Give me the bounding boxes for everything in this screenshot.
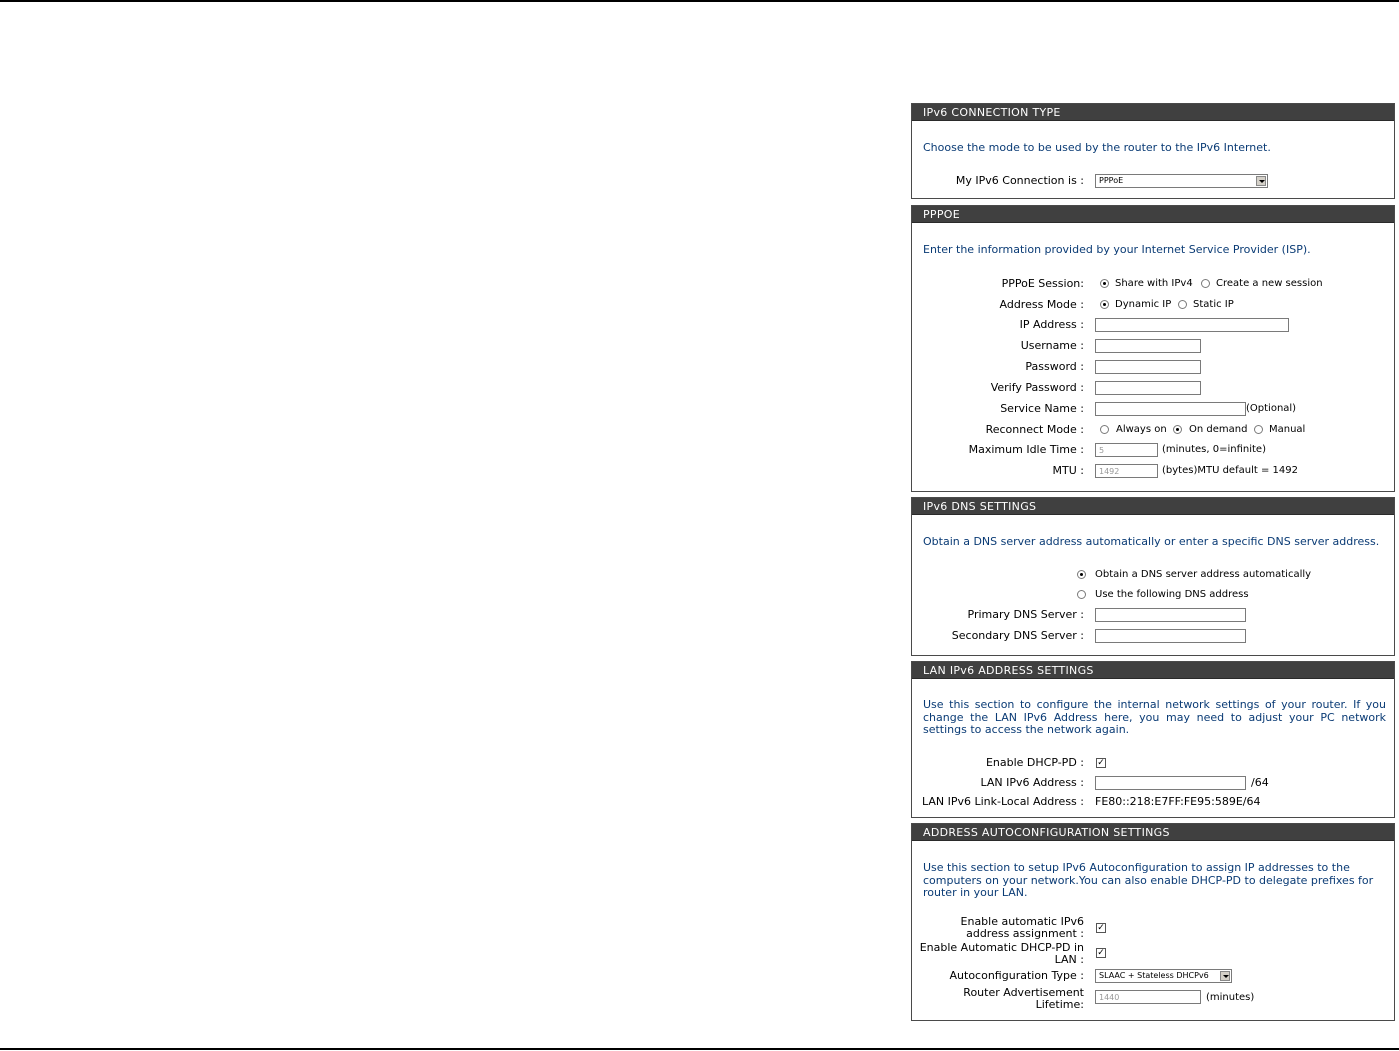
reconnect-manual-radio[interactable] xyxy=(1254,425,1263,434)
primary-dns-label: Primary DNS Server : xyxy=(967,608,1084,621)
panel-header: ADDRESS AUTOCONFIGURATION SETTINGS xyxy=(912,824,1394,841)
panel-description: Obtain a DNS server address automatically or enter a specific DNS server address. xyxy=(923,535,1380,548)
panel-autoconfig xyxy=(911,823,1395,1021)
username-label: Username : xyxy=(1020,339,1084,352)
ra-lifetime-label-line2: Lifetime: xyxy=(1035,998,1084,1011)
ip-address-label: IP Address : xyxy=(1019,318,1084,331)
lan-address-label: LAN IPv6 Address : xyxy=(980,776,1084,789)
address-dynamic-radio[interactable] xyxy=(1100,300,1109,309)
dhcp-pd-checkbox[interactable]: ✓ xyxy=(1097,758,1105,768)
reconnect-demand-radio[interactable] xyxy=(1173,425,1182,434)
top-rule xyxy=(0,0,1399,2)
chevron-down-icon[interactable] xyxy=(1256,176,1266,186)
max-idle-label: Maximum Idle Time : xyxy=(968,443,1084,456)
panel-lan xyxy=(911,661,1395,818)
panel-pppoe xyxy=(911,205,1395,492)
auto-dhcp-pd-label xyxy=(912,942,1084,966)
max-idle-hint: (minutes, 0=infinite) xyxy=(1162,444,1266,455)
session-new-radio[interactable] xyxy=(1201,279,1210,288)
service-name-label: Service Name : xyxy=(1000,402,1084,415)
panel-connection-type xyxy=(911,103,1395,199)
ip-address-input[interactable] xyxy=(1095,318,1289,332)
session-share-radio[interactable] xyxy=(1100,279,1109,288)
verify-password-input[interactable] xyxy=(1095,381,1201,395)
auto-assign-label xyxy=(912,916,1084,940)
ra-lifetime-label-line1: Router Advertisement xyxy=(963,986,1084,999)
dhcp-pd-label: Enable DHCP-PD : xyxy=(985,756,1084,769)
address-mode-label: Address Mode : xyxy=(999,298,1084,311)
pppoe-session-label: PPPoE Session: xyxy=(1001,277,1084,290)
session-share-label: Share with IPv4 xyxy=(1115,278,1193,289)
session-new-label: Create a new session xyxy=(1216,278,1323,289)
dns-auto-radio[interactable] xyxy=(1077,570,1086,579)
panel-header: IPv6 DNS SETTINGS xyxy=(912,498,1394,515)
bottom-rule xyxy=(0,1048,1399,1050)
panel-header: PPPOE xyxy=(912,206,1394,223)
panel-description: Use this section to setup IPv6 Autoconfiguration to assign IP addresses to the computers on your network.You can also enable DHCP-PD to delegate prefixes for router in your LAN. xyxy=(923,861,1374,899)
auto-assign-label-line2: address assignment : xyxy=(966,927,1084,940)
auto-dhcp-pd-label-line1: Enable Automatic DHCP-PD in xyxy=(919,941,1084,954)
autoconfig-type-value: SLAAC + Stateless DHCPv6 xyxy=(1099,971,1209,980)
panel-description: Choose the mode to be used by the router to the IPv6 Internet. xyxy=(923,141,1271,154)
panel-description: Use this section to configure the internal network settings of your router. If you change the LAN IPv6 Address here, you may need to adjust your PC network settings to access the network again. xyxy=(923,698,1386,736)
username-input[interactable] xyxy=(1095,339,1201,353)
panel-header: IPv6 CONNECTION TYPE xyxy=(912,104,1394,121)
reconnect-always-radio[interactable] xyxy=(1100,425,1109,434)
connection-type-select[interactable] xyxy=(1095,174,1268,188)
dns-auto-label: Obtain a DNS server address automatically xyxy=(1095,569,1312,580)
mtu-input[interactable] xyxy=(1095,464,1158,478)
max-idle-input[interactable] xyxy=(1095,443,1158,457)
panel-dns xyxy=(911,497,1395,656)
lan-address-input[interactable] xyxy=(1095,776,1246,790)
mtu-hint: (bytes)MTU default = 1492 xyxy=(1162,465,1298,476)
address-dynamic-label: Dynamic IP xyxy=(1115,299,1172,310)
password-label: Password : xyxy=(1025,360,1084,373)
password-input[interactable] xyxy=(1095,360,1201,374)
secondary-dns-input[interactable] xyxy=(1095,629,1246,643)
autoconfig-type-select[interactable] xyxy=(1095,969,1232,983)
ra-lifetime-input[interactable] xyxy=(1095,990,1201,1004)
link-local-label: LAN IPv6 Link-Local Address : xyxy=(921,795,1084,808)
ra-lifetime-label xyxy=(912,987,1084,1011)
reconnect-demand-label: On demand xyxy=(1189,424,1248,435)
service-name-hint: (Optional) xyxy=(1246,403,1297,414)
auto-assign-label-line1: Enable automatic IPv6 xyxy=(960,915,1084,928)
lan-address-suffix: /64 xyxy=(1251,776,1269,789)
address-static-label: Static IP xyxy=(1193,299,1234,310)
connection-type-label: My IPv6 Connection is : xyxy=(955,174,1084,187)
auto-dhcp-pd-checkbox[interactable]: ✓ xyxy=(1097,948,1105,958)
secondary-dns-label: Secondary DNS Server : xyxy=(951,629,1084,642)
dns-manual-label: Use the following DNS address xyxy=(1095,589,1249,600)
chevron-down-icon[interactable] xyxy=(1220,971,1230,981)
panel-header: LAN IPv6 ADDRESS SETTINGS xyxy=(912,662,1394,679)
primary-dns-input[interactable] xyxy=(1095,608,1246,622)
reconnect-always-label: Always on xyxy=(1116,424,1167,435)
panel-description: Enter the information provided by your Internet Service Provider (ISP). xyxy=(923,243,1311,256)
auto-dhcp-pd-label-line2: LAN : xyxy=(1054,953,1084,966)
reconnect-mode-label: Reconnect Mode : xyxy=(985,423,1084,436)
service-name-input[interactable] xyxy=(1095,402,1246,416)
link-local-value: FE80::218:E7FF:FE95:589E/64 xyxy=(1095,795,1261,808)
auto-assign-checkbox[interactable]: ✓ xyxy=(1097,923,1105,933)
dns-manual-radio[interactable] xyxy=(1077,590,1086,599)
ra-lifetime-hint: (minutes) xyxy=(1206,992,1255,1003)
autoconfig-type-label: Autoconfiguration Type : xyxy=(949,969,1084,982)
reconnect-manual-label: Manual xyxy=(1269,424,1306,435)
connection-type-value: PPPoE xyxy=(1099,176,1124,185)
address-static-radio[interactable] xyxy=(1178,300,1187,309)
verify-password-label: Verify Password : xyxy=(990,381,1084,394)
mtu-label: MTU : xyxy=(1052,464,1084,477)
